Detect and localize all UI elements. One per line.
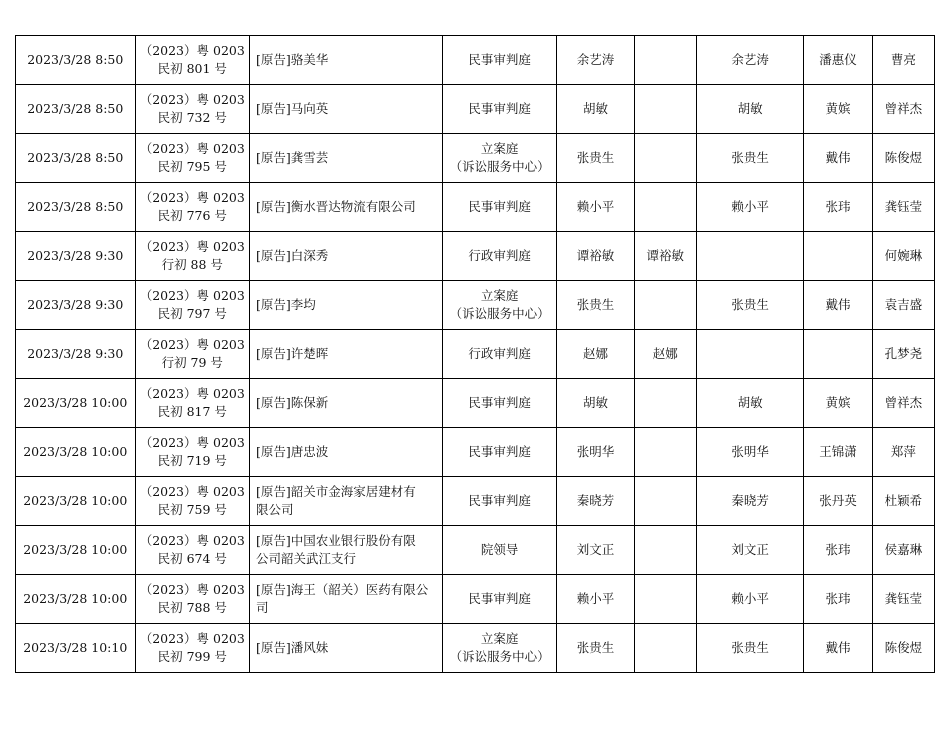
presiding-judge-cell: 赖小平 [696,183,803,232]
sole-judge-cell [634,36,696,85]
panel-member-cell [804,232,872,281]
judge-cell: 谭裕敏 [557,232,634,281]
clerk-cell: 龚钰莹 [872,575,934,624]
tribunal-cell: 民事审判庭 [442,183,556,232]
sole-judge-cell [634,477,696,526]
clerk-cell: 何婉琳 [872,232,934,281]
party-cell: [原告]龚雪芸 [250,134,443,183]
clerk-cell: 曾祥杰 [872,85,934,134]
sole-judge-cell [634,428,696,477]
case-number-cell: （2023）粤 0203 民初 759 号 [135,477,249,526]
panel-member-cell [804,330,872,379]
case-number-cell: （2023）粤 0203 行初 88 号 [135,232,249,281]
panel-member-cell: 戴伟 [804,134,872,183]
judge-cell: 刘文正 [557,526,634,575]
case-number-cell: （2023）粤 0203 民初 776 号 [135,183,249,232]
judge-cell: 秦晓芳 [557,477,634,526]
table-row [16,575,935,624]
sole-judge-cell [634,526,696,575]
sole-judge-cell: 赵娜 [634,330,696,379]
tribunal-cell: 立案庭 （诉讼服务中心） [442,624,556,673]
judge-cell: 张贵生 [557,134,634,183]
sole-judge-cell [634,183,696,232]
tribunal-cell: 民事审判庭 [442,428,556,477]
hearing-time-cell: 2023/3/28 9:30 [16,330,136,379]
hearing-time-cell: 2023/3/28 8:50 [16,36,136,85]
tribunal-cell: 民事审判庭 [442,477,556,526]
clerk-cell: 杜颖希 [872,477,934,526]
panel-member-cell: 戴伟 [804,281,872,330]
panel-member-cell: 黄嫔 [804,379,872,428]
tribunal-cell: 行政审判庭 [442,330,556,379]
tribunal-cell: 民事审判庭 [442,36,556,85]
table-body [16,36,935,673]
clerk-cell: 龚钰莹 [872,183,934,232]
party-cell: [原告]李均 [250,281,443,330]
presiding-judge-cell [696,330,803,379]
tribunal-cell: 院领导 [442,526,556,575]
judge-cell: 余艺涛 [557,36,634,85]
case-number-cell: （2023）粤 0203 民初 799 号 [135,624,249,673]
clerk-cell: 曹亮 [872,36,934,85]
party-cell: [原告]白深秀 [250,232,443,281]
presiding-judge-cell: 余艺涛 [696,36,803,85]
party-cell: [原告]骆美华 [250,36,443,85]
presiding-judge-cell: 张贵生 [696,624,803,673]
panel-member-cell: 黄嫔 [804,85,872,134]
table-row [16,36,935,85]
case-number-cell: （2023）粤 0203 民初 797 号 [135,281,249,330]
sole-judge-cell: 谭裕敏 [634,232,696,281]
tribunal-cell: 立案庭 （诉讼服务中心） [442,134,556,183]
panel-member-cell: 潘惠仪 [804,36,872,85]
tribunal-cell: 民事审判庭 [442,379,556,428]
party-cell: [原告]中国农业银行股份有限 公司韶关武江支行 [250,526,443,575]
judge-cell: 胡敏 [557,379,634,428]
case-number-cell: （2023）粤 0203 民初 674 号 [135,526,249,575]
table-row [16,232,935,281]
case-number-cell: （2023）粤 0203 民初 719 号 [135,428,249,477]
panel-member-cell: 张玮 [804,575,872,624]
judge-cell: 张贵生 [557,624,634,673]
presiding-judge-cell: 赖小平 [696,575,803,624]
case-number-cell: （2023）粤 0203 民初 817 号 [135,379,249,428]
party-cell: [原告]衡水晋达物流有限公司 [250,183,443,232]
hearing-time-cell: 2023/3/28 10:00 [16,379,136,428]
clerk-cell: 曾祥杰 [872,379,934,428]
sole-judge-cell [634,624,696,673]
clerk-cell: 郑萍 [872,428,934,477]
clerk-cell: 陈俊煜 [872,624,934,673]
table-row [16,624,935,673]
tribunal-cell: 行政审判庭 [442,232,556,281]
table-row [16,85,935,134]
presiding-judge-cell: 张明华 [696,428,803,477]
table-row [16,526,935,575]
presiding-judge-cell: 秦晓芳 [696,477,803,526]
party-cell: [原告]唐忠波 [250,428,443,477]
hearing-time-cell: 2023/3/28 8:50 [16,85,136,134]
judge-cell: 胡敏 [557,85,634,134]
presiding-judge-cell: 张贵生 [696,281,803,330]
hearing-time-cell: 2023/3/28 9:30 [16,281,136,330]
table-row [16,281,935,330]
sole-judge-cell [634,281,696,330]
hearing-time-cell: 2023/3/28 9:30 [16,232,136,281]
table-row [16,477,935,526]
panel-member-cell: 张丹英 [804,477,872,526]
panel-member-cell: 张玮 [804,526,872,575]
judge-cell: 赵娜 [557,330,634,379]
party-cell: [原告]许楚晖 [250,330,443,379]
presiding-judge-cell: 胡敏 [696,85,803,134]
case-number-cell: （2023）粤 0203 民初 795 号 [135,134,249,183]
clerk-cell: 陈俊煜 [872,134,934,183]
hearing-time-cell: 2023/3/28 10:10 [16,624,136,673]
table-row [16,330,935,379]
sole-judge-cell [634,379,696,428]
party-cell: [原告]马向英 [250,85,443,134]
judge-cell: 赖小平 [557,183,634,232]
presiding-judge-cell [696,232,803,281]
party-cell: [原告]陈保新 [250,379,443,428]
case-number-cell: （2023）粤 0203 民初 788 号 [135,575,249,624]
hearing-time-cell: 2023/3/28 10:00 [16,428,136,477]
sole-judge-cell [634,575,696,624]
hearing-time-cell: 2023/3/28 10:00 [16,575,136,624]
panel-member-cell: 张玮 [804,183,872,232]
judge-cell: 张贵生 [557,281,634,330]
hearing-time-cell: 2023/3/28 8:50 [16,134,136,183]
table-row [16,134,935,183]
judge-cell: 赖小平 [557,575,634,624]
sole-judge-cell [634,85,696,134]
presiding-judge-cell: 胡敏 [696,379,803,428]
sole-judge-cell [634,134,696,183]
clerk-cell: 孔梦尧 [872,330,934,379]
clerk-cell: 侯嘉琳 [872,526,934,575]
hearing-time-cell: 2023/3/28 10:00 [16,477,136,526]
case-number-cell: （2023）粤 0203 民初 732 号 [135,85,249,134]
hearing-schedule-table [15,35,935,673]
party-cell: [原告]海王（韶关）医药有限公 司 [250,575,443,624]
party-cell: [原告]潘风妹 [250,624,443,673]
tribunal-cell: 民事审判庭 [442,575,556,624]
panel-member-cell: 戴伟 [804,624,872,673]
hearing-time-cell: 2023/3/28 10:00 [16,526,136,575]
presiding-judge-cell: 张贵生 [696,134,803,183]
tribunal-cell: 立案庭 （诉讼服务中心） [442,281,556,330]
panel-member-cell: 王锦潇 [804,428,872,477]
case-number-cell: （2023）粤 0203 民初 801 号 [135,36,249,85]
hearing-time-cell: 2023/3/28 8:50 [16,183,136,232]
case-number-cell: （2023）粤 0203 行初 79 号 [135,330,249,379]
judge-cell: 张明华 [557,428,634,477]
table-row [16,379,935,428]
party-cell: [原告]韶关市金海家居建材有 限公司 [250,477,443,526]
tribunal-cell: 民事审判庭 [442,85,556,134]
presiding-judge-cell: 刘文正 [696,526,803,575]
table-row [16,183,935,232]
clerk-cell: 袁吉盛 [872,281,934,330]
table-row [16,428,935,477]
